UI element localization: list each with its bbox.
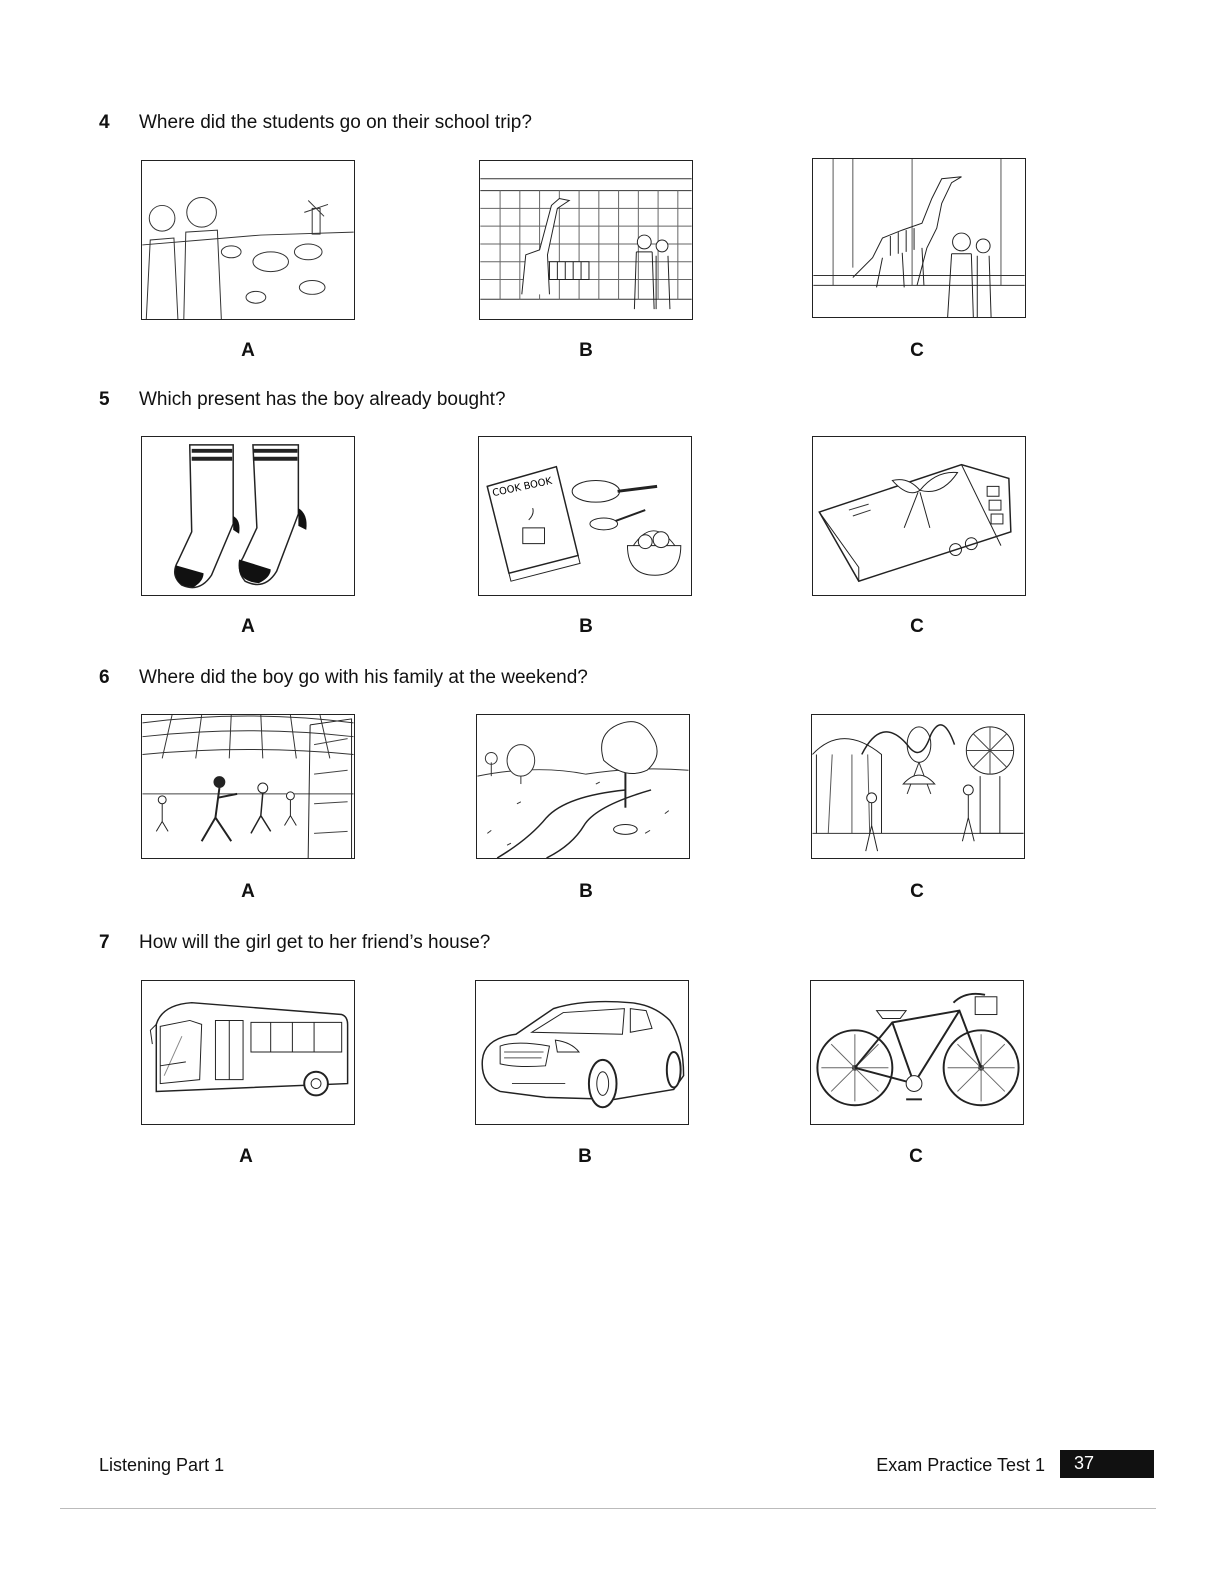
option-7a-bus-picture[interactable] <box>141 980 355 1125</box>
question-5-text: Which present has the boy already bought? <box>139 389 506 410</box>
footer-section-label: Listening Part 1 <box>99 1455 225 1475</box>
socks-icon <box>142 437 354 595</box>
option-4b-zoo-picture[interactable] <box>479 160 693 320</box>
question-6-number: 6 <box>99 667 110 688</box>
option-5a-socks-picture[interactable] <box>141 436 355 596</box>
option-4a-letter: A <box>241 340 255 361</box>
museum-icon <box>813 159 1025 317</box>
option-7b-letter: B <box>578 1146 592 1167</box>
option-7a-letter: A <box>239 1146 253 1167</box>
bus-icon <box>142 981 354 1124</box>
option-6c-letter: C <box>910 881 924 902</box>
question-4-text: Where did the students go on their school trip? <box>139 112 532 133</box>
question-7-text: How will the girl get to her friend’s house? <box>139 932 491 953</box>
park-icon <box>477 715 689 858</box>
option-4a-farm-picture[interactable] <box>141 160 355 320</box>
option-7c-letter: C <box>909 1146 923 1167</box>
option-5c-chocolates-picture[interactable] <box>812 436 1026 596</box>
option-5c-letter: C <box>910 616 924 637</box>
chocolates-icon <box>813 437 1025 595</box>
question-7-number: 7 <box>99 932 110 953</box>
option-4c-letter: C <box>910 340 924 361</box>
option-6c-funfair-picture[interactable] <box>811 714 1025 859</box>
question-4-number: 4 <box>99 112 110 133</box>
option-4b-letter: B <box>579 340 593 361</box>
option-5a-letter: A <box>241 616 255 637</box>
option-6a-letter: A <box>241 881 255 902</box>
option-4c-museum-picture[interactable] <box>812 158 1026 318</box>
option-7c-bicycle-picture[interactable] <box>810 980 1024 1125</box>
farm-icon <box>142 161 354 319</box>
funfair-icon <box>812 715 1024 858</box>
car-icon <box>476 981 688 1124</box>
option-7b-car-picture[interactable] <box>475 980 689 1125</box>
bicycle-icon <box>811 981 1023 1124</box>
question-6-text: Where did the boy go with his family at the weekend? <box>139 667 588 688</box>
page-number: 37 <box>1060 1450 1154 1478</box>
footer-divider <box>60 1508 1156 1509</box>
option-6b-park-picture[interactable] <box>476 714 690 859</box>
zoo-icon <box>480 161 692 319</box>
cookbook-caption: COOK BOOK <box>491 475 554 500</box>
sports-hall-icon <box>142 715 354 858</box>
footer-test-label: Exam Practice Test 1 <box>876 1455 1045 1475</box>
option-6b-letter: B <box>579 881 593 902</box>
question-5-number: 5 <box>99 389 110 410</box>
option-6a-sports-hall-picture[interactable] <box>141 714 355 859</box>
option-5b-cookbook-picture[interactable] <box>478 436 692 596</box>
cookbook-icon <box>479 437 691 595</box>
option-5b-letter: B <box>579 616 593 637</box>
